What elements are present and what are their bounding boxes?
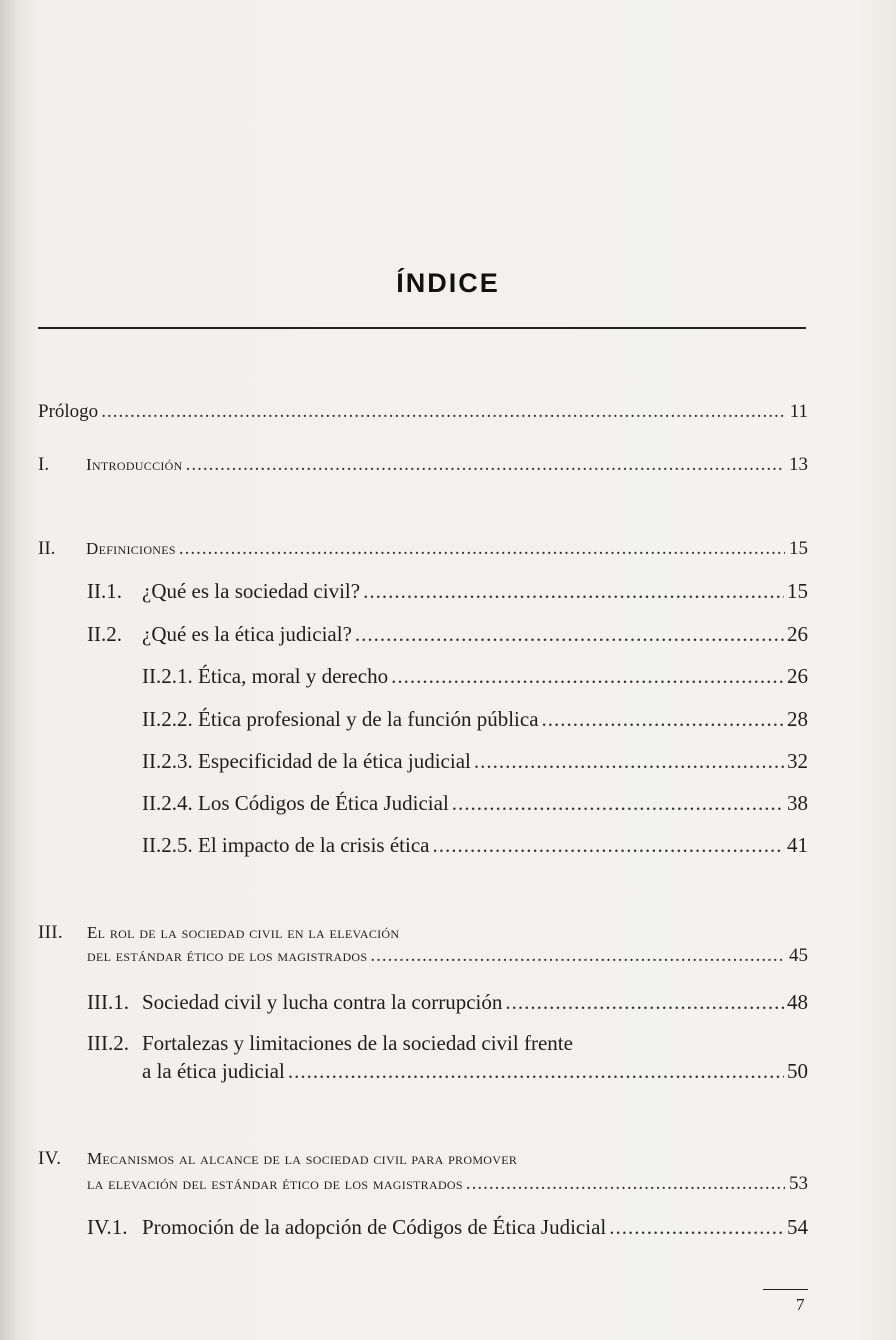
folio-rule — [763, 1289, 808, 1290]
toc-entry-text: II.2.4. Los Códigos de Ética Judicial — [142, 791, 449, 815]
dot-leader — [391, 664, 784, 689]
dot-leader — [505, 990, 784, 1015]
dot-leader — [452, 791, 784, 816]
dot-leader — [474, 749, 784, 774]
toc-entry-lucha-corrupcion[interactable] — [87, 990, 808, 1015]
toc-page-number: 26 — [787, 664, 808, 688]
toc-page-number: 28 — [787, 707, 808, 731]
toc-entry-number: II. — [38, 538, 56, 559]
dot-leader — [466, 1173, 785, 1195]
toc-entry-definiciones[interactable] — [38, 538, 808, 560]
toc-page-number: 53 — [789, 1173, 808, 1194]
dot-leader — [363, 579, 784, 604]
toc-page-number: 32 — [787, 749, 808, 773]
dot-leader — [432, 833, 784, 858]
toc-entry-text: II.2.5. El impacto de la crisis ética — [142, 833, 430, 857]
toc-entry-text-line1: El rol de la sociedad civil en la elevación — [87, 923, 400, 942]
toc-entry-text: ¿Qué es la sociedad civil? — [142, 579, 361, 603]
toc-page-number: 54 — [787, 1215, 808, 1239]
toc-entry-text: II.2.1. Ética, moral y derecho — [142, 664, 389, 688]
toc-entry-etica-judicial[interactable] — [87, 622, 808, 647]
toc-page-number: 41 — [787, 833, 808, 857]
toc-entry-especificidad[interactable] — [142, 749, 808, 774]
toc-page-number: 13 — [789, 454, 808, 475]
toc-entry-fortalezas-limitaciones[interactable] — [142, 1059, 808, 1084]
toc-entry-introduccion[interactable] — [38, 454, 808, 476]
toc-entry-text-line1: Mecanismos al alcance de la sociedad civil para promover — [87, 1149, 518, 1168]
dot-leader — [288, 1059, 784, 1084]
dot-leader — [186, 454, 785, 476]
toc-page-number: 45 — [789, 945, 808, 966]
toc-page-number: 48 — [787, 990, 808, 1014]
toc-entry-text: Promoción de la adopción de Códigos de Ética Judicial — [142, 1215, 607, 1239]
toc-entry-number: III.1. — [87, 990, 129, 1014]
toc-entry-text: Introducción — [86, 455, 183, 474]
toc-entry-number: IV.1. — [87, 1215, 128, 1239]
toc-entry-number: II.2. — [87, 622, 122, 646]
dot-leader — [370, 945, 785, 967]
dot-leader — [355, 622, 784, 647]
toc-page-number: 26 — [787, 622, 808, 646]
toc-entry-etica-moral-derecho[interactable] — [142, 664, 808, 689]
toc-entry-text: Sociedad civil y lucha contra la corrupción — [142, 990, 503, 1014]
toc-entry-text: del estándar ético de los magistrados — [87, 946, 368, 965]
toc-entry-text: Prólogo — [38, 401, 99, 422]
dot-leader — [101, 401, 785, 423]
toc-entry-mecanismos[interactable] — [87, 1173, 808, 1195]
toc-page-number: 50 — [787, 1059, 808, 1083]
dot-leader — [179, 538, 785, 560]
toc-entry-text: II.2.2. Ética profesional y de la función pública — [142, 707, 539, 731]
toc-entry-etica-profesional[interactable] — [142, 707, 808, 732]
toc-entry-text: a la ética judicial — [142, 1059, 285, 1083]
toc-page-number: 15 — [787, 579, 808, 603]
toc-page-number: 38 — [787, 791, 808, 815]
toc-entry-text: II.2.3. Especificidad de la ética judicial — [142, 749, 471, 773]
toc-entry-rol-sociedad-civil[interactable] — [87, 945, 808, 967]
toc-entry-number: IV. — [38, 1148, 62, 1169]
title-rule — [38, 327, 806, 329]
index-title: ÍNDICE — [396, 268, 500, 298]
toc-page-number: 15 — [789, 538, 808, 559]
toc-page-number: 11 — [789, 401, 808, 422]
dot-leader — [609, 1215, 784, 1240]
toc-entry-number: II.1. — [87, 579, 122, 603]
page-folio: 7 — [796, 1295, 805, 1314]
toc-entry-number: I. — [38, 454, 50, 475]
dot-leader — [542, 707, 784, 732]
toc-entry-codigos-etica[interactable] — [142, 791, 808, 816]
toc-entry-text: la elevación del estándar ético de los magistrados — [87, 1174, 463, 1193]
toc-entry-sociedad-civil[interactable] — [87, 579, 808, 604]
toc-entry-text: ¿Qué es la ética judicial? — [142, 622, 352, 646]
toc-entry-promocion-codigos[interactable] — [87, 1215, 808, 1240]
toc-entry-text: Definiciones — [86, 539, 176, 558]
toc-entry-crisis-etica[interactable] — [142, 833, 808, 858]
toc-entry-number: III.2. — [87, 1031, 129, 1055]
toc-entry-prologo[interactable] — [38, 401, 808, 423]
toc-entry-text-line1: Fortalezas y limitaciones de la sociedad civil frente — [142, 1031, 573, 1055]
toc-entry-number: III. — [38, 922, 63, 943]
